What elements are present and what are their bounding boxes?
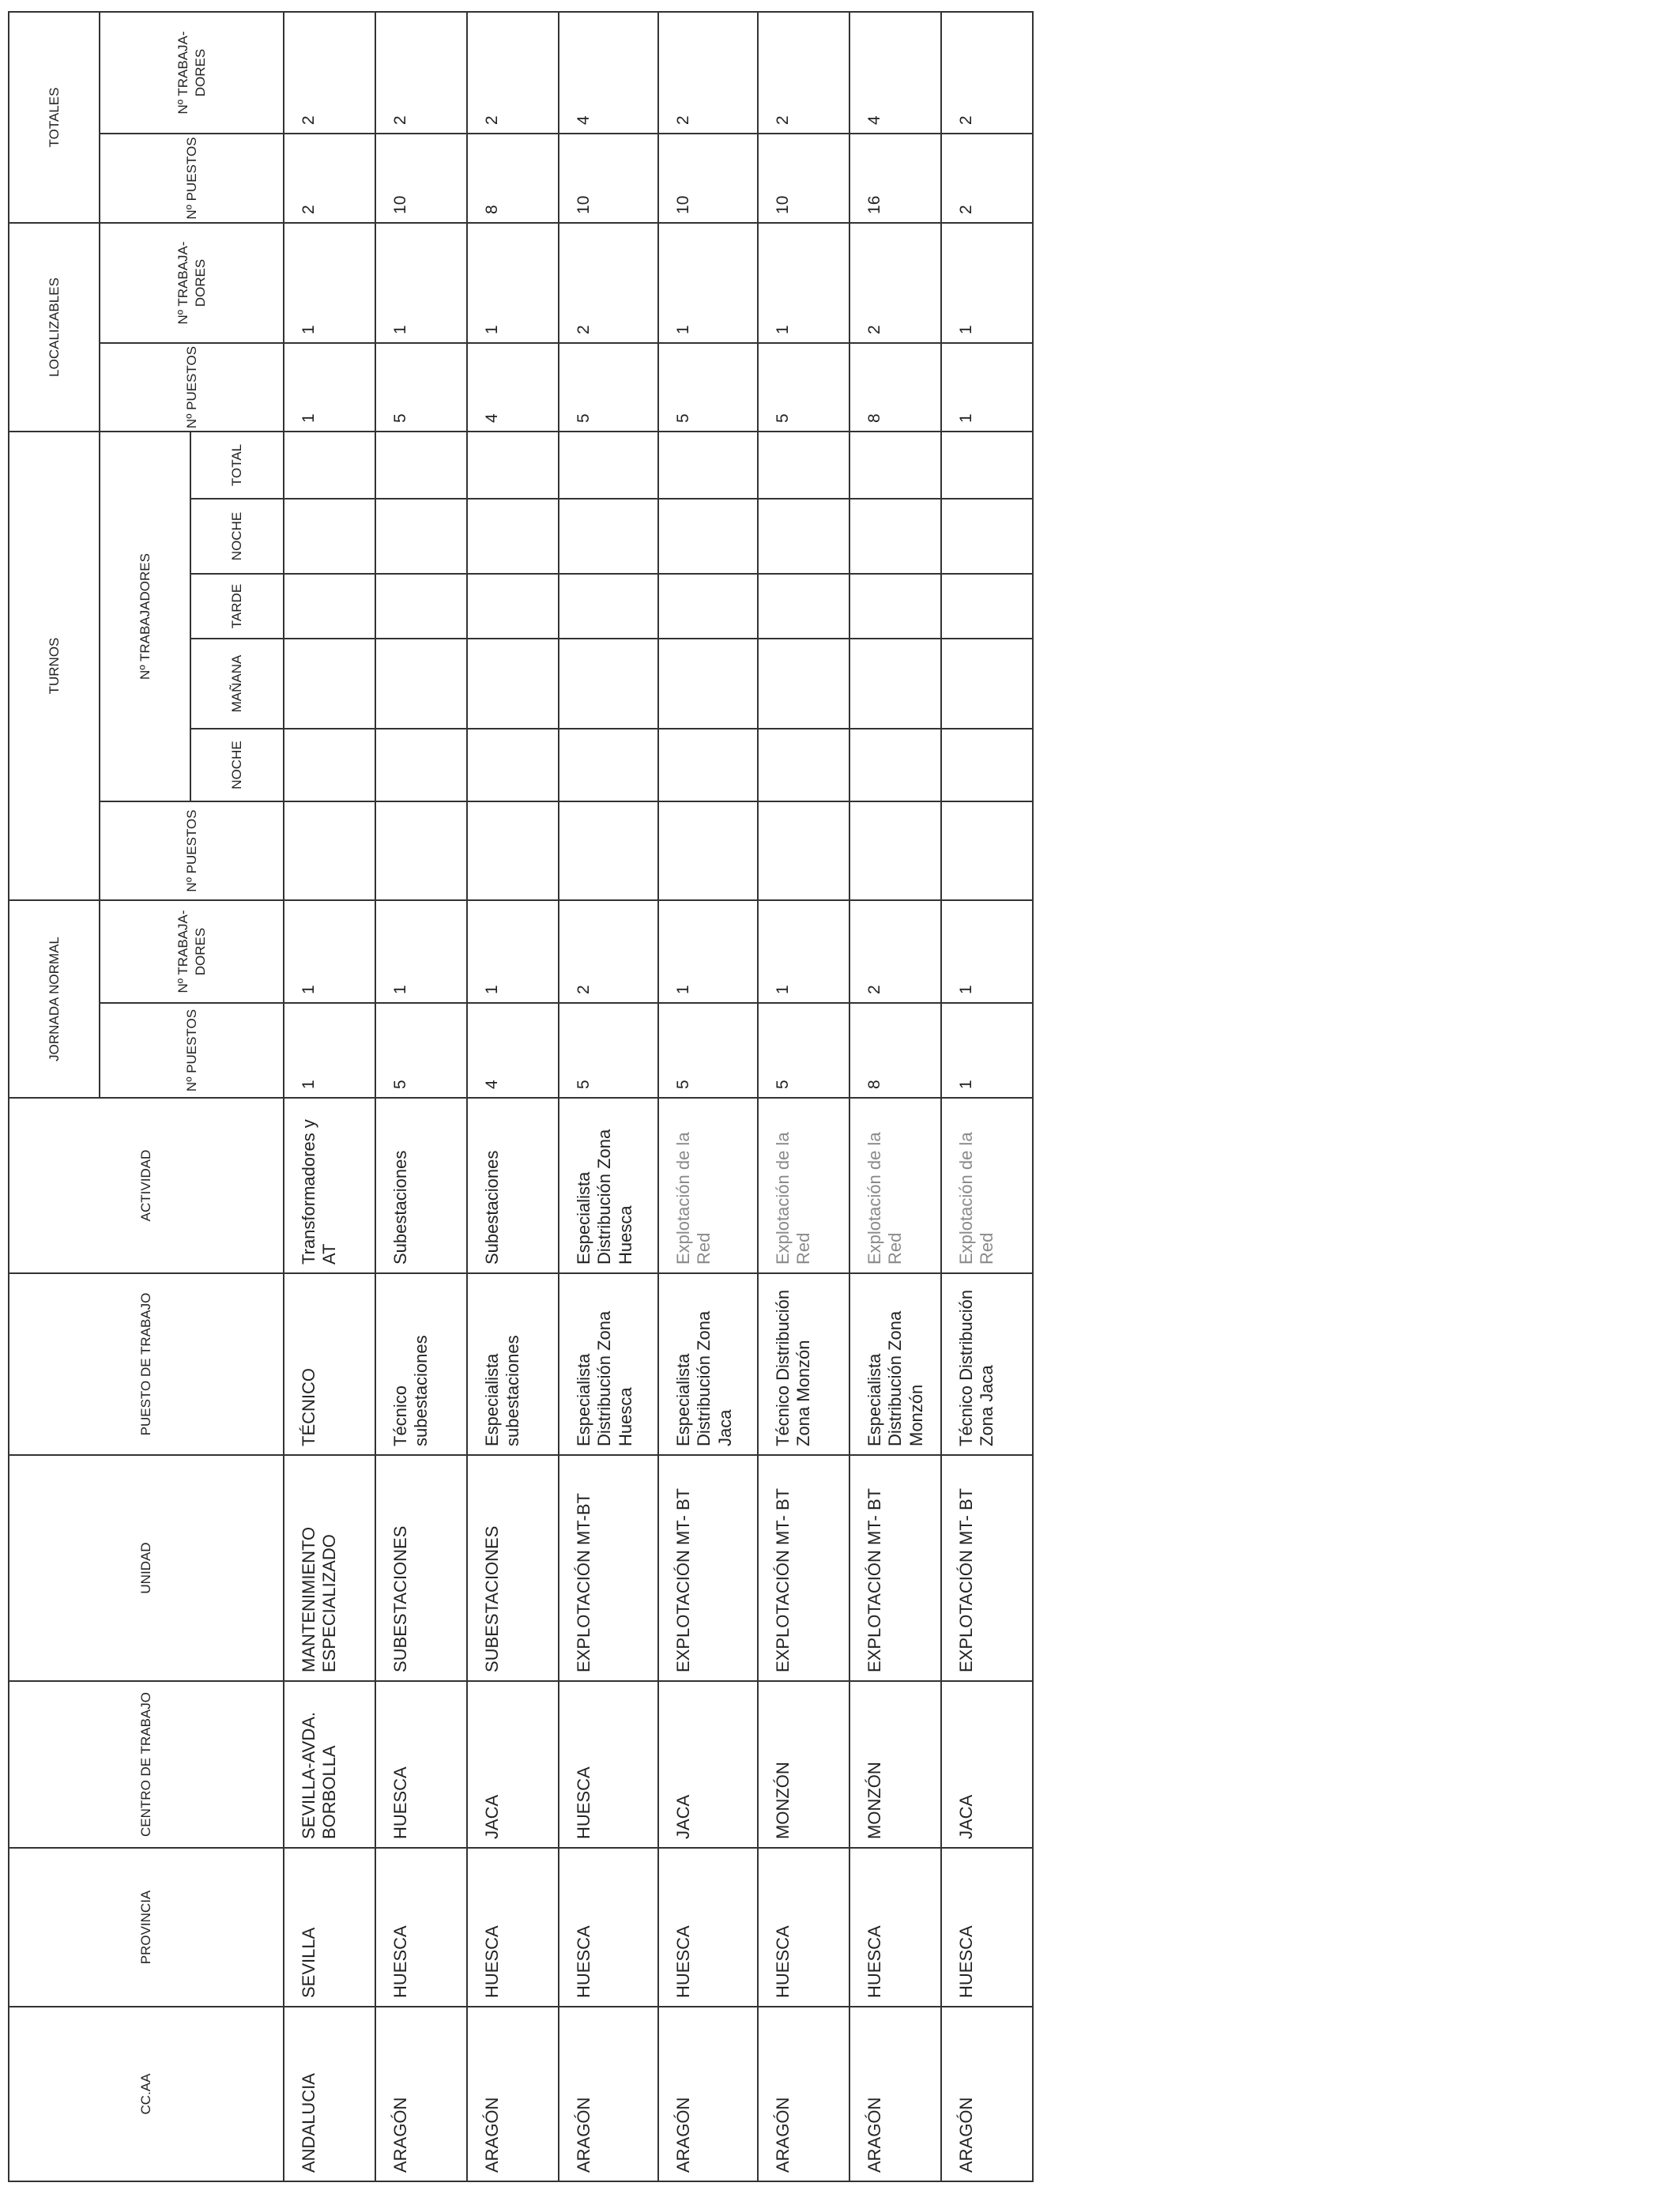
cell-turnos-total bbox=[758, 432, 849, 499]
table-body bbox=[284, 12, 1033, 2181]
cell-tot-puestos: 10 bbox=[559, 134, 658, 223]
cell-turnos-noche-2 bbox=[849, 499, 941, 574]
cell-actividad: Explotación de la Red bbox=[758, 1098, 849, 1273]
table-row bbox=[849, 12, 941, 2181]
cell-turnos-manana bbox=[559, 639, 658, 729]
cell-centro: MONZÓN bbox=[849, 1681, 941, 1848]
cell-provincia: HUESCA bbox=[467, 1848, 559, 2007]
table-row bbox=[559, 12, 658, 2181]
cell-tot-trabajadores: 2 bbox=[467, 12, 559, 134]
cell-jn-puestos: 5 bbox=[559, 1003, 658, 1098]
cell-turnos-total bbox=[375, 432, 467, 499]
cell-puesto: Técnico Distribución Zona Jaca bbox=[941, 1273, 1033, 1455]
cell-centro: JACA bbox=[658, 1681, 758, 1848]
cell-loc-puestos: 5 bbox=[758, 343, 849, 432]
cell-provincia: HUESCA bbox=[758, 1848, 849, 2007]
cell-loc-trabajadores: 1 bbox=[284, 223, 375, 343]
cell-puesto: Técnico Distribución Zona Monzón bbox=[758, 1273, 849, 1455]
cell-turnos-total bbox=[284, 432, 375, 499]
table-row bbox=[941, 12, 1033, 2181]
cell-actividad: Subestaciones bbox=[467, 1098, 559, 1273]
cell-tot-puestos: 2 bbox=[284, 134, 375, 223]
cell-turnos-puestos bbox=[284, 801, 375, 900]
cell-tot-puestos: 8 bbox=[467, 134, 559, 223]
cell-unidad: EXPLOTACIÓN MT- BT bbox=[758, 1455, 849, 1681]
cell-turnos-tarde bbox=[284, 574, 375, 639]
cell-turnos-manana bbox=[375, 639, 467, 729]
cell-turnos-noche-2 bbox=[658, 499, 758, 574]
table-row bbox=[284, 12, 375, 2181]
cell-turnos-manana bbox=[941, 639, 1033, 729]
cell-turnos-noche-2 bbox=[559, 499, 658, 574]
cell-provincia: HUESCA bbox=[941, 1848, 1033, 2007]
cell-jn-puestos: 1 bbox=[284, 1003, 375, 1098]
cell-tot-trabajadores: 2 bbox=[284, 12, 375, 134]
cell-jn-trabajadores: 1 bbox=[467, 900, 559, 1003]
cell-tot-puestos: 10 bbox=[658, 134, 758, 223]
cell-loc-puestos: 1 bbox=[941, 343, 1033, 432]
cell-turnos-total bbox=[559, 432, 658, 499]
header-turnos: TURNOS bbox=[9, 432, 100, 900]
cell-puesto: Técnico subestaciones bbox=[375, 1273, 467, 1455]
cell-centro: SEVILLA-AVDA. BORBOLLA bbox=[284, 1681, 375, 1848]
cell-turnos-puestos bbox=[658, 801, 758, 900]
cell-loc-trabajadores: 1 bbox=[467, 223, 559, 343]
header-totales: TOTALES bbox=[9, 12, 100, 223]
cell-jn-puestos: 8 bbox=[849, 1003, 941, 1098]
work-positions-table bbox=[8, 11, 1034, 2182]
header-jn-trabajadores: Nº TRABAJA-DORES bbox=[100, 900, 284, 1003]
cell-puesto: Especialista subestaciones bbox=[467, 1273, 559, 1455]
cell-centro: HUESCA bbox=[559, 1681, 658, 1848]
cell-puesto: Especialista Distribución Zona Huesca bbox=[559, 1273, 658, 1455]
cell-puesto: Especialista Distribución Zona Jaca bbox=[658, 1273, 758, 1455]
cell-ccaa: ARAGÓN bbox=[467, 2007, 559, 2181]
header-turnos-trabajadores: Nº TRABAJADORES bbox=[100, 432, 190, 801]
cell-puesto: Especialista Distribución Zona Monzón bbox=[849, 1273, 941, 1455]
cell-tot-trabajadores: 2 bbox=[941, 12, 1033, 134]
cell-turnos-total bbox=[941, 432, 1033, 499]
cell-provincia: HUESCA bbox=[375, 1848, 467, 2007]
cell-turnos-puestos bbox=[375, 801, 467, 900]
cell-centro: HUESCA bbox=[375, 1681, 467, 1848]
cell-puesto: TÉCNICO bbox=[284, 1273, 375, 1455]
cell-actividad: Subestaciones bbox=[375, 1098, 467, 1273]
cell-actividad: Explotación de la Red bbox=[658, 1098, 758, 1273]
table-row bbox=[467, 12, 559, 2181]
cell-unidad: SUBESTACIONES bbox=[375, 1455, 467, 1681]
cell-tot-puestos: 10 bbox=[758, 134, 849, 223]
cell-turnos-puestos bbox=[849, 801, 941, 900]
cell-tot-trabajadores: 2 bbox=[375, 12, 467, 134]
header-actividad: ACTIVIDAD bbox=[9, 1098, 284, 1273]
cell-loc-puestos: 5 bbox=[559, 343, 658, 432]
cell-loc-trabajadores: 1 bbox=[658, 223, 758, 343]
cell-loc-puestos: 1 bbox=[284, 343, 375, 432]
cell-turnos-noche-2 bbox=[375, 499, 467, 574]
header-centro: CENTRO DE TRABAJO bbox=[9, 1681, 284, 1848]
cell-turnos-noche bbox=[375, 729, 467, 801]
cell-jn-trabajadores: 2 bbox=[849, 900, 941, 1003]
cell-unidad: EXPLOTACIÓN MT- BT bbox=[941, 1455, 1033, 1681]
cell-tot-puestos: 10 bbox=[375, 134, 467, 223]
cell-unidad: EXPLOTACIÓN MT- BT bbox=[658, 1455, 758, 1681]
cell-turnos-noche bbox=[758, 729, 849, 801]
cell-turnos-tarde bbox=[375, 574, 467, 639]
cell-loc-puestos: 8 bbox=[849, 343, 941, 432]
header-turnos-puestos: Nº PUESTOS bbox=[100, 801, 284, 900]
header-total: TOTAL bbox=[190, 432, 284, 499]
cell-ccaa: ARAGÓN bbox=[849, 2007, 941, 2181]
header-provincia: PROVINCIA bbox=[9, 1848, 284, 2007]
cell-turnos-manana bbox=[467, 639, 559, 729]
cell-turnos-puestos bbox=[941, 801, 1033, 900]
header-tot-trabajadores: Nº TRABAJA-DORES bbox=[100, 12, 284, 134]
cell-turnos-puestos bbox=[467, 801, 559, 900]
cell-jn-puestos: 5 bbox=[758, 1003, 849, 1098]
cell-tot-trabajadores: 4 bbox=[849, 12, 941, 134]
cell-tot-puestos: 16 bbox=[849, 134, 941, 223]
header-noche: NOCHE bbox=[190, 729, 284, 801]
cell-turnos-tarde bbox=[758, 574, 849, 639]
cell-turnos-total bbox=[658, 432, 758, 499]
cell-actividad: Especialista Distribución Zona Huesca bbox=[559, 1098, 658, 1273]
cell-loc-trabajadores: 1 bbox=[941, 223, 1033, 343]
cell-jn-trabajadores: 1 bbox=[941, 900, 1033, 1003]
header-manana: MAÑANA bbox=[190, 639, 284, 729]
cell-turnos-noche bbox=[658, 729, 758, 801]
header-loc-puestos: Nº PUESTOS bbox=[100, 343, 284, 432]
cell-actividad: Explotación de la Red bbox=[849, 1098, 941, 1273]
cell-ccaa: ARAGÓN bbox=[658, 2007, 758, 2181]
cell-turnos-tarde bbox=[467, 574, 559, 639]
cell-loc-trabajadores: 1 bbox=[758, 223, 849, 343]
cell-turnos-tarde bbox=[658, 574, 758, 639]
cell-ccaa: ANDALUCIA bbox=[284, 2007, 375, 2181]
header-loc-trabajadores: Nº TRABAJA-DORES bbox=[100, 223, 284, 343]
cell-jn-puestos: 1 bbox=[941, 1003, 1033, 1098]
cell-centro: JACA bbox=[941, 1681, 1033, 1848]
cell-turnos-manana bbox=[758, 639, 849, 729]
cell-centro: JACA bbox=[467, 1681, 559, 1848]
cell-actividad: Explotación de la Red bbox=[941, 1098, 1033, 1273]
cell-ccaa: ARAGÓN bbox=[559, 2007, 658, 2181]
cell-loc-puestos: 5 bbox=[658, 343, 758, 432]
table-row bbox=[758, 12, 849, 2181]
cell-unidad: MANTENIMIENTO ESPECIALIZADO bbox=[284, 1455, 375, 1681]
header-tot-puestos: Nº PUESTOS bbox=[100, 134, 284, 223]
cell-loc-puestos: 5 bbox=[375, 343, 467, 432]
cell-turnos-noche-2 bbox=[467, 499, 559, 574]
table-row bbox=[658, 12, 758, 2181]
cell-turnos-noche bbox=[559, 729, 658, 801]
cell-jn-puestos: 5 bbox=[658, 1003, 758, 1098]
cell-turnos-noche bbox=[849, 729, 941, 801]
cell-centro: MONZÓN bbox=[758, 1681, 849, 1848]
cell-turnos-manana bbox=[849, 639, 941, 729]
header-localizables: LOCALIZABLES bbox=[9, 223, 100, 432]
header-puesto: PUESTO DE TRABAJO bbox=[9, 1273, 284, 1455]
header-noche-2: NOCHE bbox=[190, 499, 284, 574]
cell-ccaa: ARAGÓN bbox=[758, 2007, 849, 2181]
cell-turnos-noche bbox=[467, 729, 559, 801]
cell-ccaa: ARAGÓN bbox=[375, 2007, 467, 2181]
header-ccaa: CC.AA bbox=[9, 2007, 284, 2181]
cell-tot-trabajadores: 4 bbox=[559, 12, 658, 134]
cell-loc-trabajadores: 1 bbox=[375, 223, 467, 343]
cell-turnos-noche-2 bbox=[284, 499, 375, 574]
header-jn-puestos: Nº PUESTOS bbox=[100, 1003, 284, 1098]
cell-turnos-manana bbox=[284, 639, 375, 729]
header-unidad: UNIDAD bbox=[9, 1455, 284, 1681]
cell-unidad: SUBESTACIONES bbox=[467, 1455, 559, 1681]
cell-turnos-puestos bbox=[559, 801, 658, 900]
cell-turnos-total bbox=[467, 432, 559, 499]
cell-tot-puestos: 2 bbox=[941, 134, 1033, 223]
cell-loc-trabajadores: 2 bbox=[559, 223, 658, 343]
header-tarde: TARDE bbox=[190, 574, 284, 639]
cell-turnos-noche-2 bbox=[758, 499, 849, 574]
cell-unidad: EXPLOTACIÓN MT- BT bbox=[849, 1455, 941, 1681]
cell-turnos-puestos bbox=[758, 801, 849, 900]
cell-provincia: HUESCA bbox=[658, 1848, 758, 2007]
cell-turnos-noche-2 bbox=[941, 499, 1033, 574]
cell-provincia: SEVILLA bbox=[284, 1848, 375, 2007]
cell-unidad: EXPLOTACIÓN MT-BT bbox=[559, 1455, 658, 1681]
cell-loc-puestos: 4 bbox=[467, 343, 559, 432]
cell-turnos-tarde bbox=[559, 574, 658, 639]
cell-loc-trabajadores: 2 bbox=[849, 223, 941, 343]
cell-turnos-noche bbox=[941, 729, 1033, 801]
header-jornada-normal: JORNADA NORMAL bbox=[9, 900, 100, 1098]
table-row bbox=[375, 12, 467, 2181]
cell-jn-trabajadores: 1 bbox=[375, 900, 467, 1003]
cell-tot-trabajadores: 2 bbox=[658, 12, 758, 134]
cell-jn-trabajadores: 2 bbox=[559, 900, 658, 1003]
cell-jn-puestos: 4 bbox=[467, 1003, 559, 1098]
cell-jn-trabajadores: 1 bbox=[758, 900, 849, 1003]
cell-ccaa: ARAGÓN bbox=[941, 2007, 1033, 2181]
cell-provincia: HUESCA bbox=[849, 1848, 941, 2007]
cell-turnos-tarde bbox=[941, 574, 1033, 639]
cell-tot-trabajadores: 2 bbox=[758, 12, 849, 134]
cell-jn-trabajadores: 1 bbox=[284, 900, 375, 1003]
cell-provincia: HUESCA bbox=[559, 1848, 658, 2007]
cell-jn-trabajadores: 1 bbox=[658, 900, 758, 1003]
cell-turnos-noche bbox=[284, 729, 375, 801]
cell-actividad: Transformadores y AT bbox=[284, 1098, 375, 1273]
cell-turnos-tarde bbox=[849, 574, 941, 639]
cell-jn-puestos: 5 bbox=[375, 1003, 467, 1098]
cell-turnos-total bbox=[849, 432, 941, 499]
cell-turnos-manana bbox=[658, 639, 758, 729]
